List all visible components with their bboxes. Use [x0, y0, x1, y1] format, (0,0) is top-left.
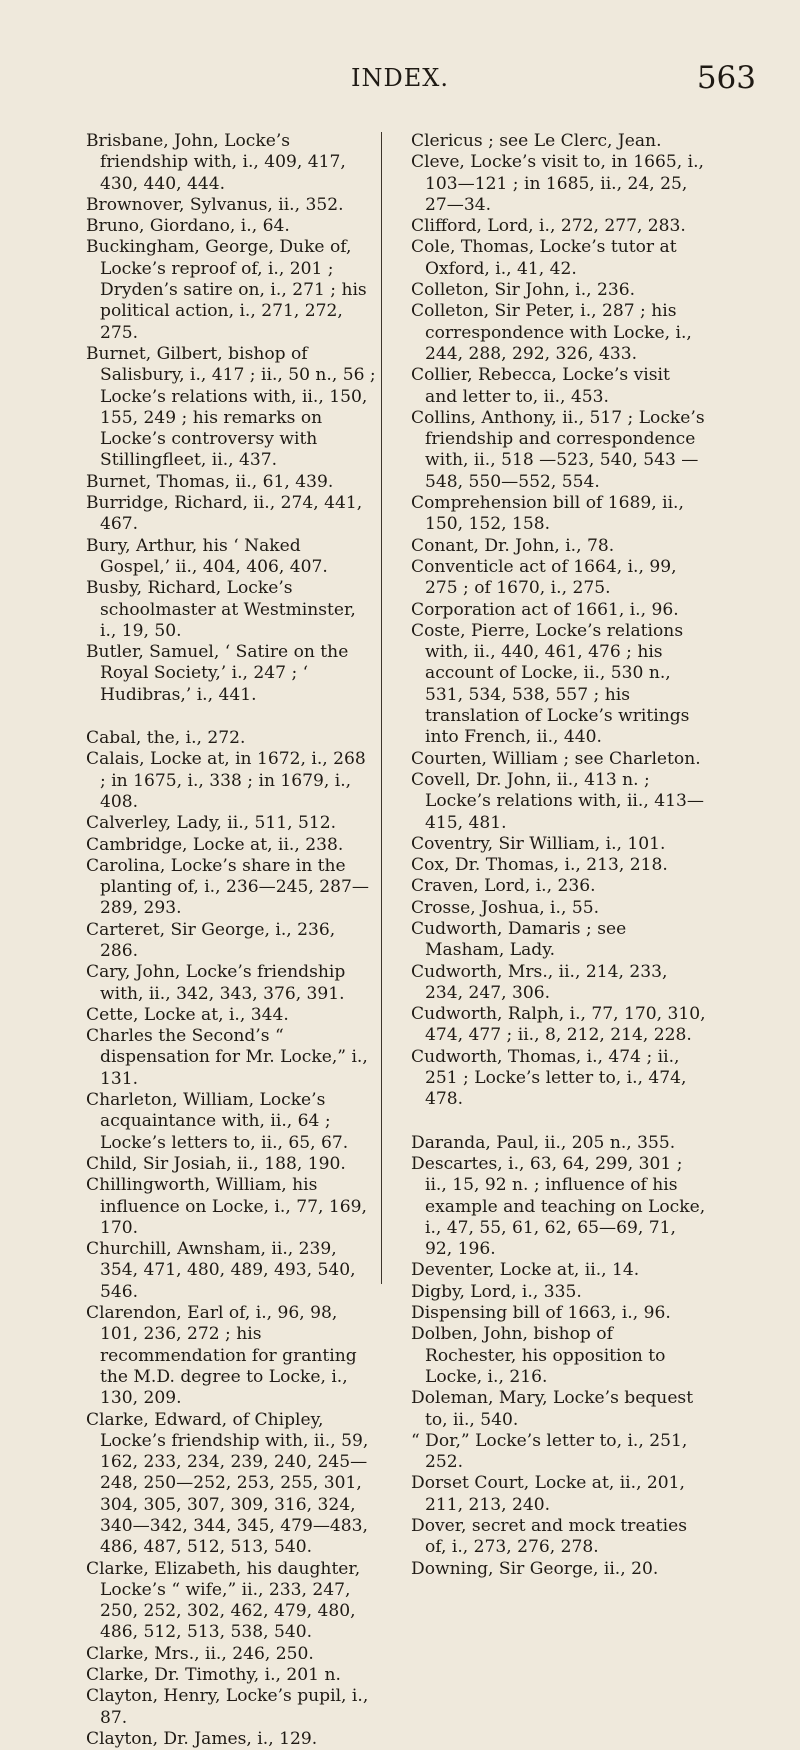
index-entry: Doleman, Mary, Locke’s bequest to, ii., 540.	[411, 1388, 694, 1430]
index-entry: Clarendon, Earl of, i., 96, 98, 101, 236, 272 ; his recommendation for granting the M.D. degree to Locke, i., 130, 209.	[86, 1303, 357, 1409]
index-entry: Crosse, Joshua, i., 55.	[411, 897, 600, 918]
index-entry: Colleton, Sir John, i., 236.	[411, 280, 636, 301]
index-entry: Busby, Richard, Locke’s schoolmaster at Westminster, i., 19, 50.	[86, 578, 356, 641]
index-entry: Comprehension bill of 1689, ii., 150, 152, 158.	[411, 493, 684, 535]
index-entry: Daranda, Paul, ii., 205 n., 355.	[411, 1132, 676, 1153]
index-entry: Collins, Anthony, ii., 517 ; Locke’s friendship and correspondence with, ii., 518 —523, 540, 543 —548, 550—552, 554.	[411, 407, 705, 492]
page-number: 563	[696, 60, 756, 96]
index-entry: Charles the Second’s “ dispensation for Mr. Locke,” i., 131.	[86, 1026, 368, 1089]
index-entry: Downing, Sir George, ii., 20.	[411, 1558, 659, 1579]
index-entry: Dorset Court, Locke at, ii., 201, 211, 213, 240.	[411, 1473, 685, 1515]
index-entry: Burnet, Gilbert, bishop of Salisbury, i., 417 ; ii., 50 n., 56 ; Locke’s relations with, ii., 150, 155, 249 ; his remarks on Locke’s controversy with Stillingfleet, ii., 437.	[86, 343, 376, 471]
index-entry: Child, Sir Josiah, ii., 188, 190.	[86, 1153, 346, 1174]
index-entry: Dolben, John, bishop of Rochester, his opposition to Locke, i., 216.	[411, 1324, 666, 1387]
index-entry: Cudworth, Ralph, i., 77, 170, 310, 474, 477 ; ii., 8, 212, 214, 228.	[411, 1004, 706, 1046]
index-entry: Cabal, the, i., 272.	[86, 728, 246, 749]
index-entry: Carteret, Sir George, i., 236, 286.	[86, 919, 336, 961]
index-entry: Cleve, Locke’s visit to, in 1665, i., 103—121 ; in 1685, ii., 24, 25, 27—34.	[411, 152, 704, 215]
index-entry: Bruno, Giordano, i., 64.	[86, 216, 290, 237]
index-column-right	[411, 131, 706, 1580]
running-head-title: INDEX.	[351, 64, 449, 92]
index-entry: Clayton, Henry, Locke’s pupil, i., 87.	[86, 1686, 369, 1728]
index-entry: Calverley, Lady, ii., 511, 512.	[86, 813, 337, 834]
index-entry: Clifford, Lord, i., 272, 277, 283.	[411, 216, 686, 237]
index-entry: Charleton, William, Locke’s acquaintance with, ii., 64 ; Locke’s letters to, ii., 65, 67.	[86, 1090, 349, 1153]
letter-group-gap	[86, 706, 376, 728]
index-entry: “ Dor,” Locke’s letter to, i., 251, 252.	[411, 1430, 688, 1473]
index-entry: Coste, Pierre, Locke’s relations with, ii., 440, 461, 476 ; his account of Locke, ii., 530 n., 531, 534, 538, 557 ; his translation of Locke’s writings into French, ii., 440.	[411, 620, 690, 748]
index-entry: Cox, Dr. Thomas, i., 213, 218.	[411, 855, 668, 876]
index-entry: Conventicle act of 1664, i., 99, 275 ; of 1670, i., 275.	[411, 556, 677, 599]
index-entry: Calais, Locke at, in 1672, i., 268 ; in 1675, i., 338 ; in 1679, i., 408.	[86, 749, 366, 812]
index-entry: Conant, Dr. John, i., 78.	[411, 535, 615, 556]
index-entry: Cudworth, Damaris ; see Masham, Lady.	[411, 918, 627, 961]
index-entry: Craven, Lord, i., 236.	[411, 876, 596, 897]
index-entry: Carolina, Locke’s share in the planting of, i., 236—245, 287—289, 293.	[86, 855, 369, 919]
index-entry: Collier, Rebecca, Locke’s visit and letter to, ii., 453.	[411, 365, 670, 407]
index-entry: Clericus ; see Le Clerc, Jean.	[411, 131, 662, 151]
index-entry: Coventry, Sir William, i., 101.	[411, 833, 666, 854]
index-entry: Clarke, Dr. Timothy, i., 201 n.	[86, 1665, 341, 1686]
index-column-left	[86, 131, 376, 1750]
index-entry: Burnet, Thomas, ii., 61, 439.	[86, 471, 334, 492]
index-entry: Buckingham, George, Duke of, Locke’s reproof of, i., 201 ; Dryden’s satire on, i., 271 ; his political action, i., 271, 272, 275.	[86, 237, 367, 343]
index-entry: Dispensing bill of 1663, i., 96.	[411, 1303, 671, 1324]
index-entry: Bury, Arthur, his ‘ Naked Gospel,’ ii., 404, 406, 407.	[86, 535, 328, 577]
index-entry: Covell, Dr. John, ii., 413 n. ; Locke’s relations with, ii., 413—415, 481.	[411, 769, 704, 833]
index-entry: Butler, Samuel, ‘ Satire on the Royal Society,’ i., 247 ; ‘ Hudibras,’ i., 441.	[86, 642, 349, 705]
index-entry: Clarke, Mrs., ii., 246, 250.	[86, 1643, 314, 1664]
index-entry: Cole, Thomas, Locke’s tutor at Oxford, i., 41, 42.	[411, 237, 677, 279]
index-entry: Cudworth, Mrs., ii., 214, 233, 234, 247, 306.	[411, 961, 668, 1003]
index-entry: Clayton, Dr. James, i., 129.	[86, 1728, 318, 1749]
index-entry: Cette, Locke at, i., 344.	[86, 1004, 289, 1025]
index-entry: Burridge, Richard, ii., 274, 441, 467.	[86, 493, 363, 535]
index-entry: Cary, John, Locke’s friendship with, ii., 342, 343, 376, 391.	[86, 962, 346, 1004]
running-head	[0, 60, 800, 100]
column-divider	[381, 132, 382, 1284]
index-entry: Brisbane, John, Locke’s friendship with, i., 409, 417, 430, 440, 444.	[86, 131, 346, 194]
index-entry: Cudworth, Thomas, i., 474 ; ii., 251 ; Locke’s letter to, i., 474, 478.	[411, 1046, 687, 1110]
index-entry: Dover, secret and mock treaties of, i., 273, 276, 278.	[411, 1516, 687, 1558]
index-entry: Corporation act of 1661, i., 96.	[411, 599, 679, 620]
index-entry: Churchill, Awnsham, ii., 239, 354, 471, 480, 489, 493, 540, 546.	[86, 1239, 356, 1302]
index-entry: Deventer, Locke at, ii., 14.	[411, 1260, 640, 1281]
letter-group-gap	[411, 1111, 706, 1133]
index-entry: Colleton, Sir Peter, i., 287 ; his correspondence with Locke, i., 244, 288, 292, 326, 433.	[411, 301, 692, 364]
index-entry: Courten, William ; see Charleton.	[411, 748, 701, 769]
index-entry: Clarke, Edward, of Chipley, Locke’s friendship with, ii., 59, 162, 233, 234, 239, 240, 245—248, 250—252, 253, 255, 301, 304, 305, 307, 309, 316, 324, 340—342, 344, 345, 479—483, 486, 487, 512, 513, 540.	[86, 1409, 369, 1558]
index-entry: Descartes, i., 63, 64, 299, 301 ; ii., 15, 92 n. ; influence of his example and teaching on Locke, i., 47, 55, 61, 62, 65—69, 71, 92, 196.	[411, 1153, 706, 1260]
index-entry: Brownover, Sylvanus, ii., 352.	[86, 194, 344, 215]
index-entry: Clarke, Elizabeth, his daughter, Locke’s “ wife,” ii., 233, 247, 250, 252, 302, 462, 479, 480, 486, 512, 513, 538, 540.	[86, 1558, 361, 1643]
index-entry: Chillingworth, William, his influence on Locke, i., 77, 169, 170.	[86, 1175, 367, 1238]
index-entry: Digby, Lord, i., 335.	[411, 1281, 582, 1302]
index-entry: Cambridge, Locke at, ii., 238.	[86, 834, 344, 855]
